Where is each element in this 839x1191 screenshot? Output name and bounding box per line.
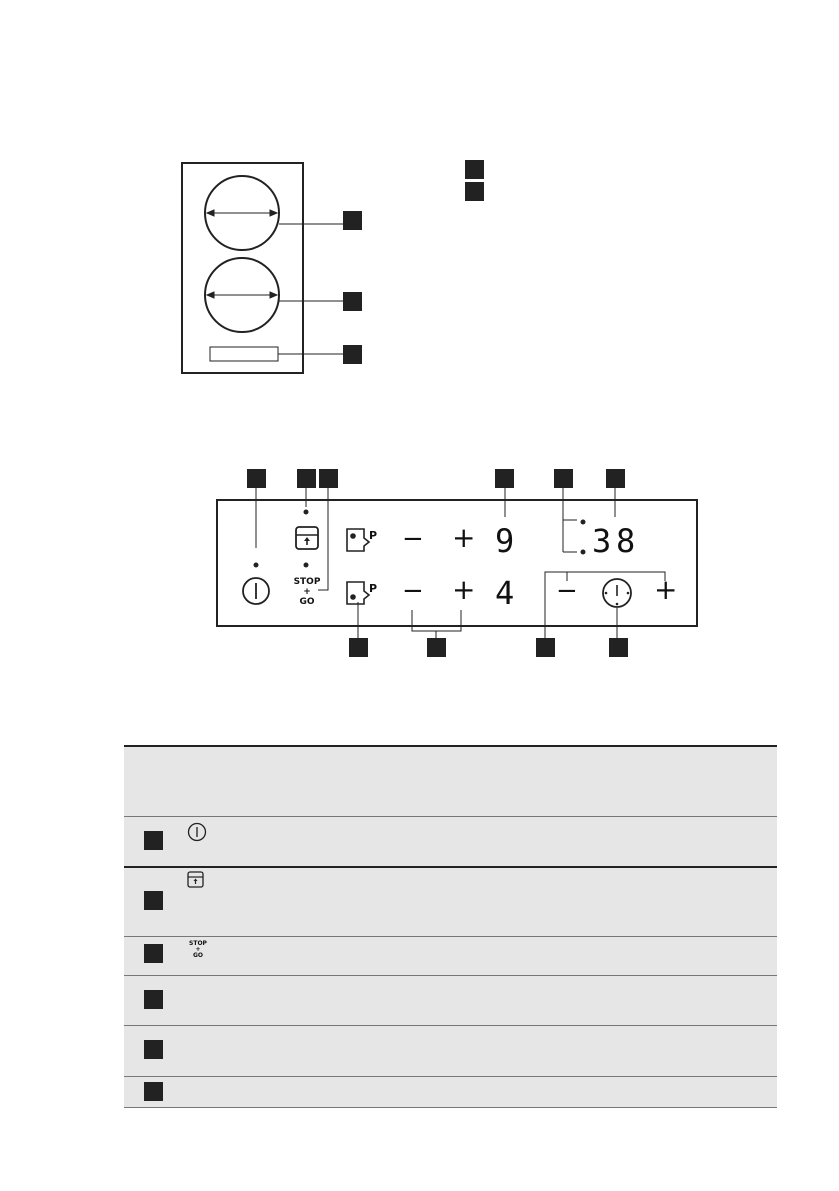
p-label: P [369, 529, 378, 542]
table-row [124, 936, 777, 975]
stop-go-button[interactable] [287, 577, 327, 607]
callout-marker [536, 638, 555, 657]
table-row [124, 975, 777, 1025]
stop-label: STOP [293, 577, 321, 587]
stop-plus-label: + [303, 587, 311, 597]
minus-button-bottom[interactable]: − [402, 576, 424, 606]
callout-marker [343, 345, 362, 364]
timer-icon-panel [603, 579, 631, 607]
callout-marker [319, 469, 338, 488]
heat-display-bottom: 4 [495, 574, 515, 612]
timer-display-digit-1: 3 [592, 522, 612, 560]
zone-diameter-arrow-top [207, 210, 277, 216]
row-number-marker [144, 990, 163, 1009]
heat-display-top: 9 [495, 522, 515, 560]
callout-marker [349, 638, 368, 657]
stop-go-icon [185, 941, 211, 959]
callout-marker [606, 469, 625, 488]
stop-plus-label: + [195, 946, 201, 953]
callout-marker [427, 638, 446, 657]
row-number-marker [144, 944, 163, 963]
plus-button-top[interactable]: + [452, 521, 476, 554]
table-row [124, 816, 777, 866]
go-label: GO [299, 597, 315, 607]
callout-marker [297, 469, 316, 488]
power-icon [187, 822, 207, 842]
hob-layout-diagram [0, 0, 839, 400]
legend-marker [465, 182, 484, 201]
minus-button-top[interactable]: − [402, 524, 424, 554]
table-header [124, 745, 777, 817]
callout-marker [554, 469, 573, 488]
table-row [124, 1025, 777, 1076]
row-number-marker [144, 831, 163, 850]
table-row [124, 1076, 777, 1108]
control-panel-outline [210, 347, 278, 361]
timer-display-digit-2: 8 [616, 522, 636, 560]
p-label: P [369, 582, 378, 595]
plus-button-bottom[interactable]: + [452, 573, 476, 606]
stop-label: STOP [189, 940, 207, 947]
callout-marker [495, 469, 514, 488]
zone-select-icon-top [347, 529, 369, 551]
zone-diameter-arrow-bottom [207, 292, 277, 298]
timer-plus-button[interactable]: + [654, 573, 678, 606]
table-row [124, 866, 777, 937]
row-number-marker [144, 1040, 163, 1059]
row-number-marker [144, 891, 163, 910]
callout-marker [343, 292, 362, 311]
panel-outline [217, 500, 697, 626]
callout-marker [343, 211, 362, 230]
legend-marker [465, 160, 484, 179]
go-label: GO [192, 952, 204, 959]
zone-select-icon-bottom [347, 582, 369, 604]
row-number-marker [144, 1082, 163, 1101]
callout-marker [609, 638, 628, 657]
timer-minus-button[interactable]: − [556, 576, 578, 606]
lock-icon [187, 871, 205, 889]
power-icon-panel [243, 578, 269, 604]
lock-icon-panel [296, 527, 318, 549]
callout-marker [247, 469, 266, 488]
hob-outline [182, 163, 303, 373]
